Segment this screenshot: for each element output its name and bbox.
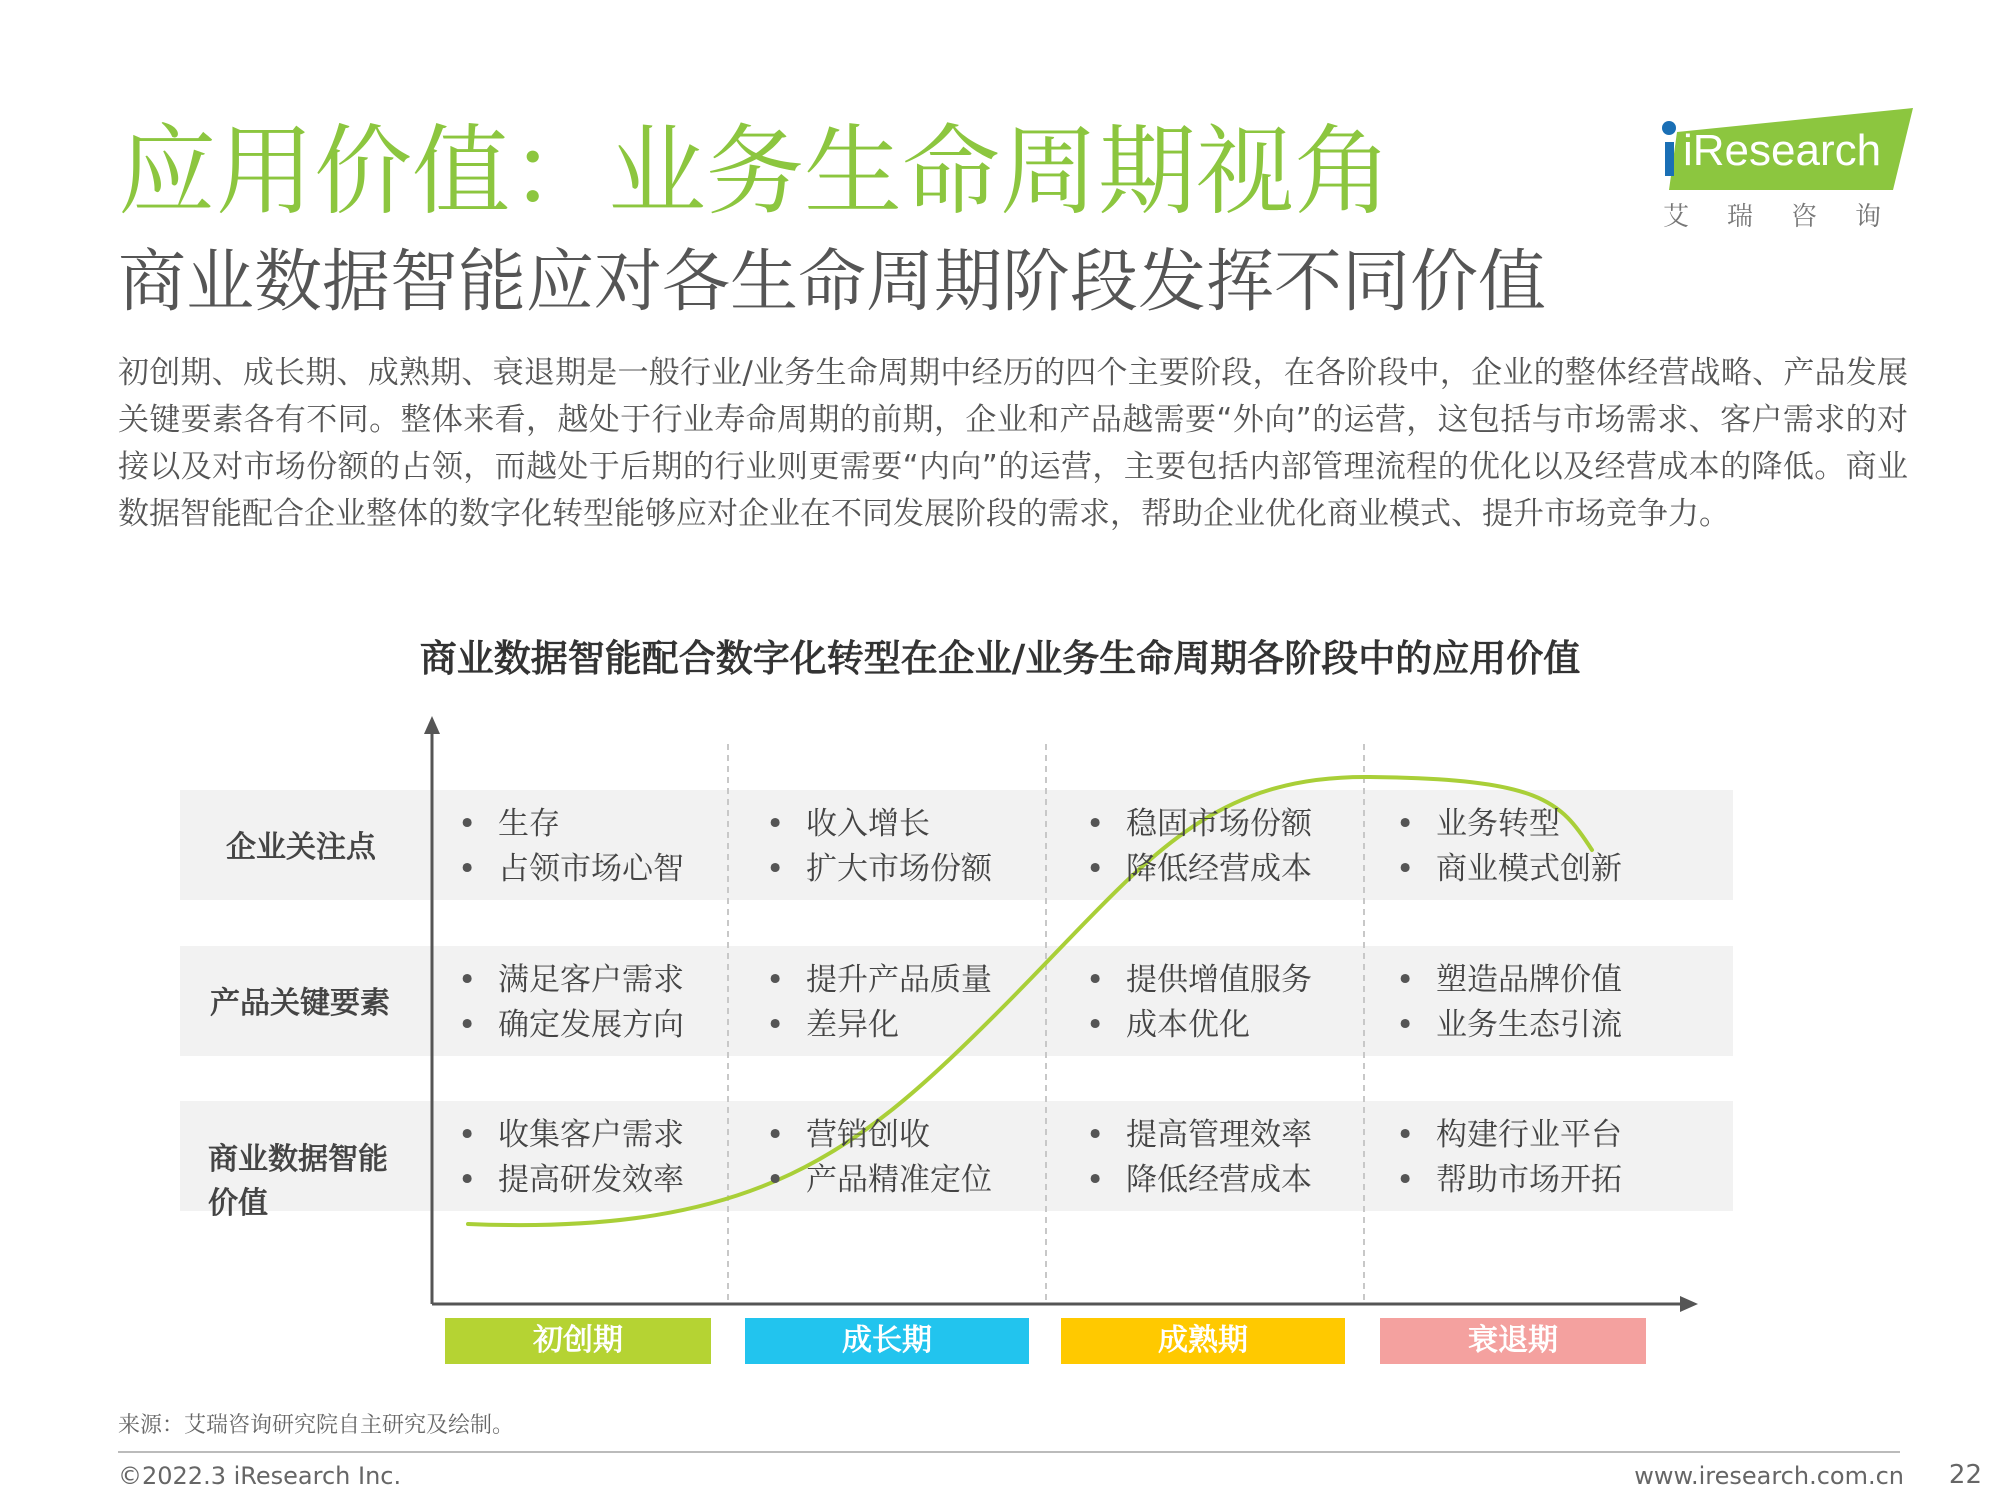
cell-product-growth bbox=[766, 958, 992, 1048]
page-subtitle: 商业数据智能应对各生命周期阶段发挥不同价值 bbox=[118, 243, 1547, 322]
list-item: • 提升产品质量 bbox=[766, 958, 992, 1003]
intro-paragraph: 初创期、成长期、成熟期、衰退期是一般行业/业务生命周期中经历的四个主要阶段，在各阶段中，企业的整体经营战略、产品发展关键要素各有不同。整体来看，越处于行业寿命周期的前期，企业和产品越需要“外向”的运营，这包括与市场需求、客户需求的对接以及对市场份额的占领，而越处于后期的行业则更需要“内向”的运营，主要包括内部管理流程的优化以及经营成本的降低。商业数据智能配合企业整体的数字化转型能够应对企业在不同发展阶段的需求，帮助企业优化商业模式、提升市场竞争力。 bbox=[118, 355, 1908, 532]
logo-subtitle: 艾瑞咨询 bbox=[1663, 202, 1920, 232]
logo-wordmark: iResearch bbox=[1683, 126, 1882, 175]
list-item: • 占领市场心智 bbox=[458, 847, 684, 892]
cell-value-growth bbox=[766, 1113, 992, 1203]
list-item: • 业务生态引流 bbox=[1396, 1003, 1622, 1048]
cell-product-mature bbox=[1086, 958, 1312, 1048]
list-item: • 稳固市场份额 bbox=[1086, 802, 1312, 847]
row-label-product: 产品关键要素 bbox=[210, 986, 390, 1021]
list-item: • 提供增值服务 bbox=[1086, 958, 1312, 1003]
list-item: • 降低经营成本 bbox=[1086, 847, 1312, 892]
website-link[interactable]: www.iresearch.com.cn bbox=[1634, 1462, 1904, 1490]
cell-value-decline bbox=[1396, 1113, 1622, 1203]
list-item: • 生存 bbox=[458, 802, 684, 847]
page-title: 应用价值：业务生命周期视角 bbox=[118, 115, 1393, 229]
list-item: • 商业模式创新 bbox=[1396, 847, 1622, 892]
list-item: • 帮助市场开拓 bbox=[1396, 1158, 1622, 1203]
source-note: 来源：艾瑞咨询研究院自主研究及绘制。 bbox=[118, 1413, 515, 1438]
list-item: • 收入增长 bbox=[766, 802, 992, 847]
stage-label-mature: 成熟期 bbox=[1061, 1318, 1345, 1364]
list-item: • 成本优化 bbox=[1086, 1003, 1312, 1048]
figure-title: 商业数据智能配合数字化转型在企业/业务生命周期各阶段中的应用价值 bbox=[419, 637, 1581, 680]
stage-label-growth: 成长期 bbox=[745, 1318, 1029, 1364]
list-item: • 产品精准定位 bbox=[766, 1158, 992, 1203]
cell-product-decline bbox=[1396, 958, 1622, 1048]
list-item: • 扩大市场份额 bbox=[766, 847, 992, 892]
list-item: • 提高管理效率 bbox=[1086, 1113, 1312, 1158]
x-axis-arrow-icon bbox=[1680, 1296, 1698, 1312]
cell-focus-startup bbox=[458, 802, 684, 892]
cell-focus-mature bbox=[1086, 802, 1312, 892]
row-label-focus: 企业关注点 bbox=[226, 830, 376, 865]
y-axis-arrow-icon bbox=[424, 716, 440, 734]
page-number: 22 bbox=[1948, 1460, 1982, 1490]
list-item: • 塑造品牌价值 bbox=[1396, 958, 1622, 1003]
stage-label-decline: 衰退期 bbox=[1380, 1318, 1646, 1364]
cell-focus-decline bbox=[1396, 802, 1622, 892]
list-item: • 收集客户需求 bbox=[458, 1113, 684, 1158]
cell-value-startup bbox=[458, 1113, 684, 1203]
list-item: • 营销创收 bbox=[766, 1113, 992, 1158]
cell-value-mature bbox=[1086, 1113, 1312, 1203]
list-item: • 构建行业平台 bbox=[1396, 1113, 1622, 1158]
cell-product-startup bbox=[458, 958, 684, 1048]
list-item: • 业务转型 bbox=[1396, 802, 1622, 847]
row-label-value: 商业数据智能价值 bbox=[208, 1142, 388, 1221]
list-item: • 差异化 bbox=[766, 1003, 992, 1048]
cell-focus-growth bbox=[766, 802, 992, 892]
copyright-text: ©2022.3 iResearch Inc. bbox=[118, 1462, 402, 1490]
list-item: • 提高研发效率 bbox=[458, 1158, 684, 1203]
list-item: • 降低经营成本 bbox=[1086, 1158, 1312, 1203]
list-item: • 满足客户需求 bbox=[458, 958, 684, 1003]
list-item: • 确定发展方向 bbox=[458, 1003, 684, 1048]
footer-divider bbox=[118, 1451, 1900, 1453]
stage-label-startup: 初创期 bbox=[445, 1318, 711, 1364]
